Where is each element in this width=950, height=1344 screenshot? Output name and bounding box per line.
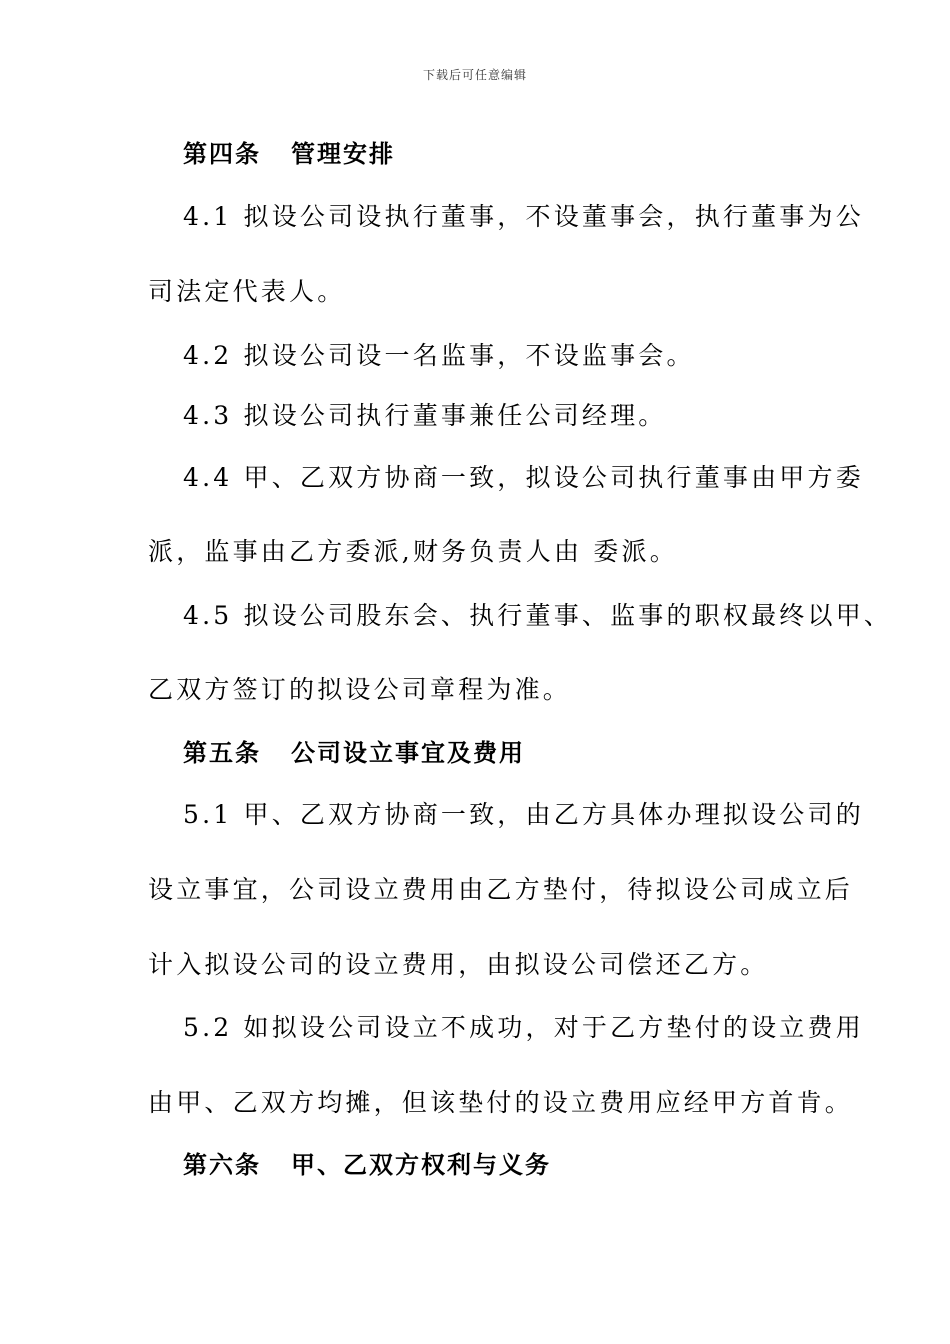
clause-5-1-line-1: 5.1 甲、乙双方协商一致，由乙方具体办理拟设公司的 [183, 800, 864, 829]
clause-4-5-line-1: 4.5 拟设公司股东会、执行董事、监事的职权最终以甲、 [183, 601, 893, 630]
article-4-heading [183, 134, 395, 169]
article-6-number: 第六条 [183, 1151, 261, 1179]
clause-4-4-line-2: 派，监事由乙方委派,财务负责人由 委派。 [148, 537, 678, 566]
clause-4-2: 4.2 拟设公司设一名监事，不设监事会。 [183, 341, 695, 370]
clause-4-1-line-1: 4.1 拟设公司设执行董事，不设董事会，执行董事为公 [183, 202, 864, 231]
article-6-heading [183, 1145, 551, 1180]
clause-4-5-line-2: 乙双方签订的拟设公司章程为准。 [148, 675, 572, 704]
clause-5-2-line-1: 5.2 如拟设公司设立不成功，对于乙方垫付的设立费用 [183, 1013, 864, 1042]
clause-4-3: 4.3 拟设公司执行董事兼任公司经理。 [183, 401, 667, 430]
article-5-number: 第五条 [183, 739, 261, 767]
clause-4-4-line-1: 4.4 甲、乙双方协商一致，拟设公司执行董事由甲方委 [183, 463, 864, 492]
article-6-title: 甲、乙双方权利与义务 [291, 1151, 551, 1179]
article-4-title: 管理安排 [291, 140, 395, 168]
article-5-title: 公司设立事宜及费用 [291, 739, 525, 767]
article-4-number: 第四条 [183, 140, 261, 168]
clause-5-1-line-3: 计入拟设公司的设立费用，由拟设公司偿还乙方。 [148, 950, 769, 979]
clause-4-1-line-2: 司法定代表人。 [148, 277, 346, 306]
header-note: 下载后可任意编辑 [422, 68, 527, 82]
clause-5-1-line-2: 设立事宜，公司设立费用由乙方垫付，待拟设公司成立后 [148, 875, 854, 904]
clause-5-2-line-2: 由甲、乙双方均摊，但该垫付的设立费用应经甲方首肯。 [148, 1088, 854, 1117]
article-5-heading [183, 733, 525, 768]
